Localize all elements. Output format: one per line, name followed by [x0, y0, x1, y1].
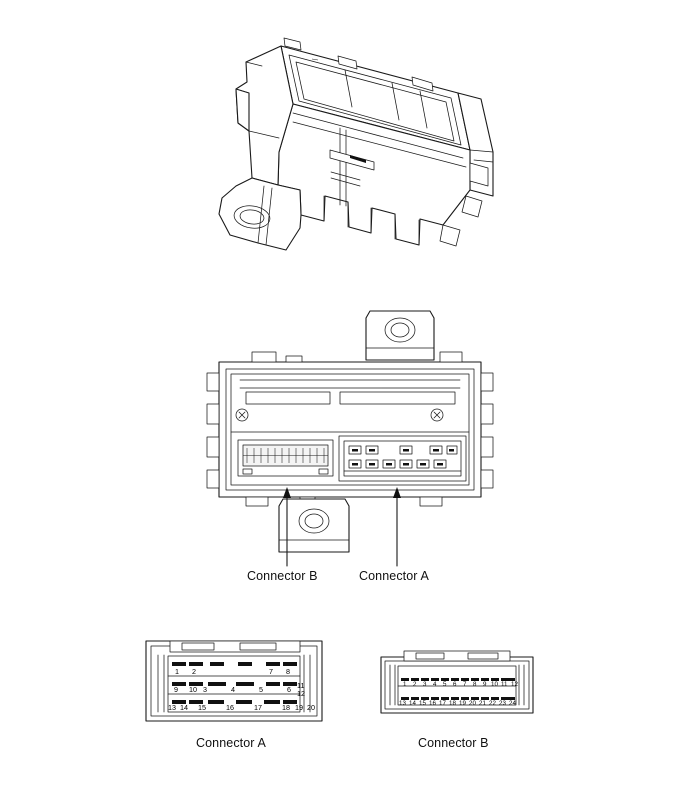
caption-connector-b: Connector B [418, 736, 489, 750]
conn-a-pin-17: 17 [254, 703, 262, 712]
conn-a-pin-1: 1 [175, 667, 179, 676]
conn-b-pin-3: 3 [423, 681, 427, 688]
conn-b-pin-2: 2 [413, 681, 417, 688]
conn-b-pin-14: 14 [409, 700, 416, 707]
callout-connector-b: Connector B [247, 569, 318, 583]
conn-a-pin-20: 20 [307, 703, 315, 712]
conn-a-pin-6: 6 [287, 685, 291, 694]
callout-connector-a: Connector A [359, 569, 429, 583]
conn-b-pin-12: 12 [511, 681, 518, 688]
conn-b-pin-6: 6 [453, 681, 457, 688]
conn-b-pin-17: 17 [439, 700, 446, 707]
conn-a-pin-5: 5 [259, 685, 263, 694]
conn-b-pin-7: 7 [463, 681, 467, 688]
conn-a-pin-2: 2 [192, 667, 196, 676]
conn-a-pin-3: 3 [203, 685, 207, 694]
conn-a-pin-15: 15 [198, 703, 206, 712]
conn-b-pin-4: 4 [433, 681, 437, 688]
fuse-box-isometric [219, 38, 493, 250]
conn-b-pin-11: 11 [501, 681, 508, 688]
conn-b-pin-21: 21 [479, 700, 486, 707]
conn-b-pin-10: 10 [491, 681, 498, 688]
conn-b-pin-16: 16 [429, 700, 436, 707]
conn-a-pin-19: 19 [295, 703, 303, 712]
conn-b-pin-20: 20 [469, 700, 476, 707]
conn-a-pin-18: 18 [282, 703, 290, 712]
conn-a-pin-4: 4 [231, 685, 235, 694]
bottom-view-connector-b-socket [238, 440, 333, 476]
conn-b-pin-8: 8 [473, 681, 477, 688]
conn-b-pin-9: 9 [483, 681, 487, 688]
conn-b-pin-19: 19 [459, 700, 466, 707]
conn-b-pin-18: 18 [449, 700, 456, 707]
conn-b-pin-22: 22 [489, 700, 496, 707]
conn-b-pin-1: 1 [403, 681, 407, 688]
conn-a-pin-7: 7 [269, 667, 273, 676]
fuse-box-bottom-view [207, 311, 493, 566]
conn-b-pin-24: 24 [509, 700, 516, 707]
conn-a-pin-8: 8 [286, 667, 290, 676]
conn-b-pin-13: 13 [399, 700, 406, 707]
conn-a-pin-14: 14 [180, 703, 188, 712]
conn-a-pin-16: 16 [226, 703, 234, 712]
conn-a-pin-10: 10 [189, 685, 197, 694]
conn-a-pin-12: 12 [297, 689, 305, 698]
conn-a-pin-11: 11 [297, 681, 305, 690]
caption-connector-a: Connector A [196, 736, 266, 750]
bottom-view-connector-a-socket [339, 436, 466, 481]
conn-a-pin-9: 9 [174, 685, 178, 694]
conn-a-pin-13: 13 [168, 703, 176, 712]
conn-b-pin-5: 5 [443, 681, 447, 688]
conn-b-pin-23: 23 [499, 700, 506, 707]
conn-b-pin-15: 15 [419, 700, 426, 707]
